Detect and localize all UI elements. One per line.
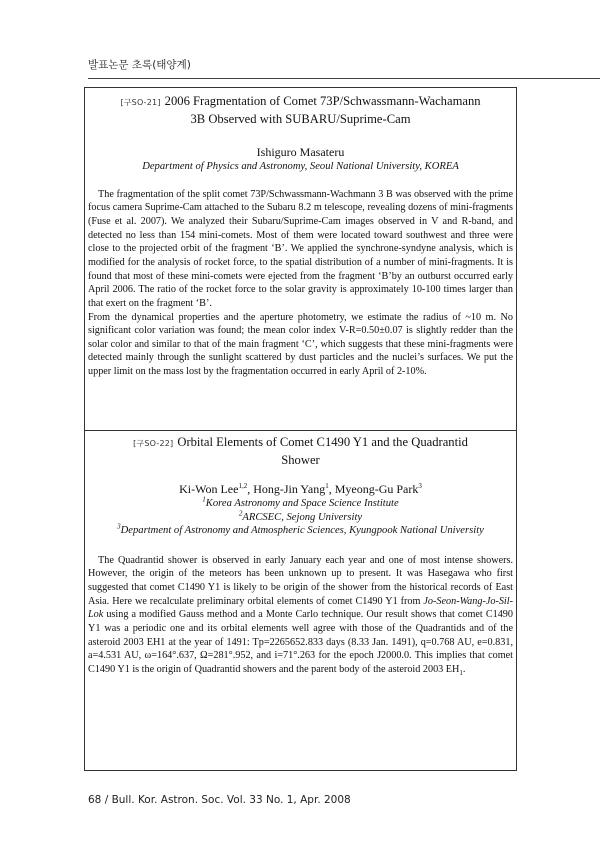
title-line-1: Orbital Elements of Comet C1490 Y1 and the Quadrantid (177, 435, 468, 449)
abstract-code: [구SO-22] (133, 439, 174, 448)
body-text: using a modified Gauss method and a Monte Carlo technique. Our result shows that comet C1490 Y1 was a periodic one and its orbital elements well agree with those of the Quadrantids and of the asteroid 2003 EH1 at the year of 1491: Tp=2265652.833 days (8.33 Jan. 1491), q=0.768 AU, e=0.831, a=4.531 AU, ω=164°.637, Ω=281°.952, and i=71°.263 for the epoch J2000.0. This implies that comet C1490 Y1 is the origin of Quadrantid showers and the parent body of the asteroid 2003 EH (88, 609, 513, 676)
affiliation: Department of Physics and Astronomy, Seoul National University, KOREA (142, 161, 459, 172)
author-name: Ki-Won Lee (179, 482, 239, 496)
title-line-2: Shower (281, 453, 320, 467)
author-affil-mark: 3 (418, 482, 422, 490)
page-footer: 68 / Bull. Kor. Astron. Soc. Vol. 33 No. 1, Apr. 2008 (88, 794, 351, 806)
body-italic-text: Jo-Seon-Wang-Jo-Sil-Lok (88, 595, 513, 621)
affiliation-2 (88, 511, 513, 525)
author-name: , Hong-Jin Yang (247, 482, 326, 496)
author-affil-mark: 1 (325, 482, 329, 490)
body-text: The Quadrantid shower is observed in early January each year and one of most intense showers. However, the origin of the meteors has been unknown up to present. It was Hasegawa who first suggested that comet C1490 Y1 is likely to be origin of the shower from the historical records of East Asia. Here we recalculate preliminary orbital elements of comet C1490 Y1 from (88, 554, 513, 607)
affil-mark: 1 (202, 495, 206, 504)
paragraph-1 (88, 554, 513, 677)
author-line (88, 482, 513, 497)
affiliation-text: Korea Astronomy and Space Science Institute (205, 498, 399, 509)
affiliation-3 (88, 524, 513, 538)
author-line: Ishiguro Masateru (256, 145, 345, 159)
affil-mark: 3 (117, 522, 121, 531)
subscript: 1 (459, 669, 463, 678)
running-head: 발표논문 초록(태양계) (88, 59, 191, 71)
abstract-so21 (88, 93, 513, 379)
abstract-title (88, 93, 513, 127)
abstract-frame (84, 87, 517, 771)
affiliation-1 (88, 497, 513, 511)
body-text: . (462, 664, 466, 676)
abstract-body (88, 554, 513, 677)
paragraph-2: From the dynamical properties and the aperture photometry, we estimate the radius of ~10 m. No significant color variation was found; the mean color index V-R=0.50±0.07 is slightly redder than the solar color and similar to that of the main fragment ‘C’, which suggests that these mini-fragments were detected mainly through the sunlight scattered by dust particles and the nuclei’s surfaces. We put the upper limit on the mass lost by the fragmentation occurred in early April of 2-10%. (88, 311, 513, 378)
title-line-1: 2006 Fragmentation of Comet 73P/Schwassmann-Wachamann (164, 94, 481, 108)
abstract-body (88, 188, 513, 379)
title-line-2: 3B Observed with SUBARU/Suprime-Cam (190, 112, 411, 126)
abstract-so22 (88, 434, 513, 677)
abstract-code: [구SO-21] (120, 98, 161, 107)
abstract-title (88, 434, 513, 468)
author-affil-mark: 1,2 (238, 482, 248, 490)
section-divider (85, 430, 516, 431)
affiliation-text: Department of Astronomy and Atmospheric Sciences, Kyungpook National University (120, 525, 484, 537)
affil-mark: 2 (238, 509, 243, 518)
affiliation-text: ARCSEC, Sejong University (242, 511, 363, 523)
author-name: , Myeong-Gu Park (328, 482, 419, 496)
header-rule (88, 78, 600, 79)
paragraph-1: The fragmentation of the split comet 73P/Schwassmann-Wachmann 3 B was observed with the prime focus camera Suprime-Cam attached to the Subaru 8.2 m telescope, revealing dozens of mini-fragments (Fuse et al. 2007). We analyzed their Subaru/Suprime-Cam images observed in V and R-band, and detected no less than 154 mini-comets. Most of them were located toward southwest and three were close to the projected orbit of the fragment ‘B’. We applied the synchrone-syndyne analysis, which is modified for the analysis of rocket force, to the spatial distribution of a number of mini-fragments. It is found that most of these mini-comets were ejected from the fragment ‘B’by an outburst occurred early April 2006. The ratio of the rocket force to the solar gravity is approximately 10-100 times larger than that exert on the fragment ‘B’. (88, 188, 513, 309)
